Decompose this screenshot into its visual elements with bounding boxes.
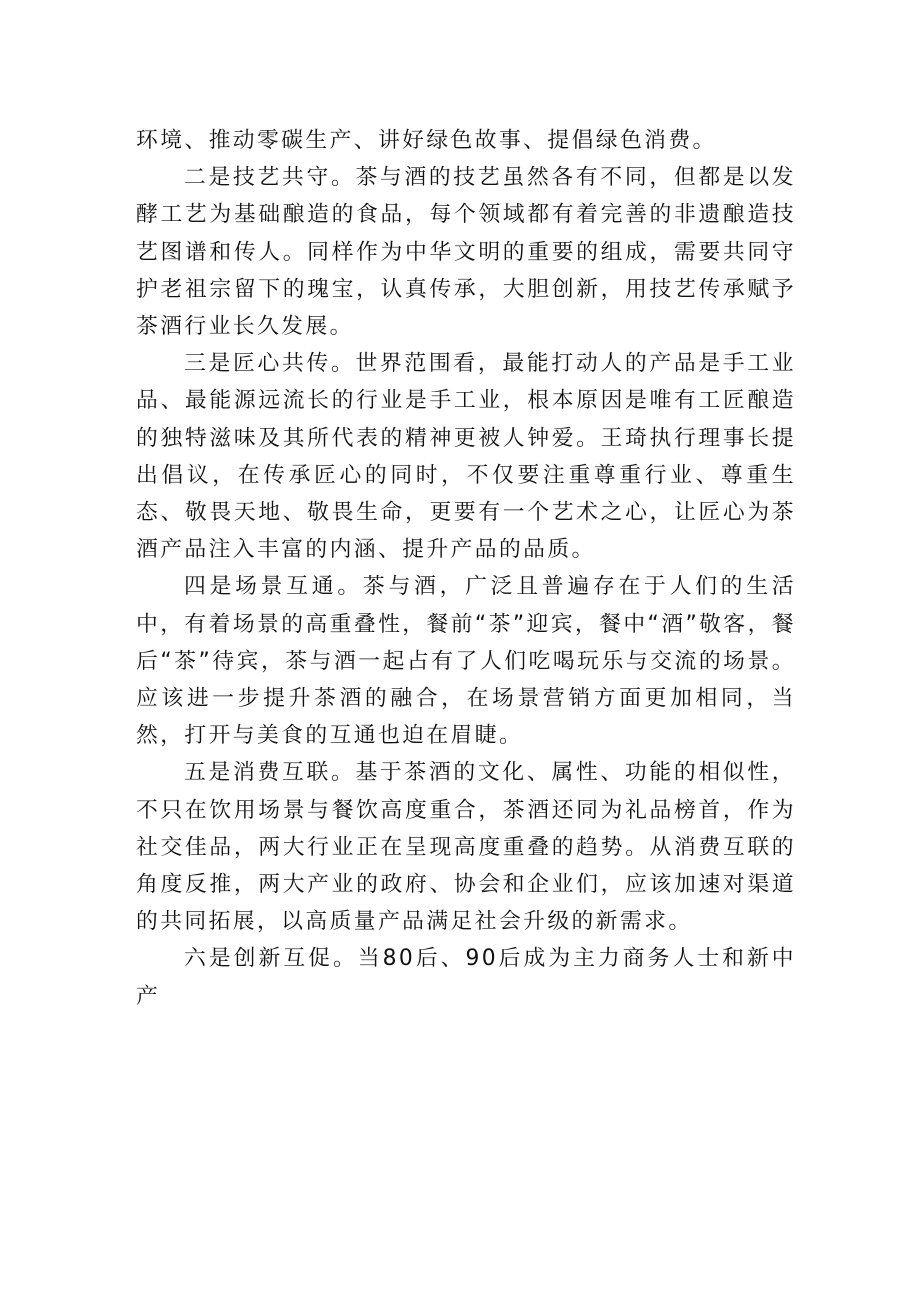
paragraph-4: 四是场景互通。茶与酒，广泛且普遍存在于人们的生活中，有着场景的高重叠性，餐前“茶”迎宾，餐中“酒”敬客，餐后“茶”待宾，茶与酒一起占有了人们吃喝玩乐与交流的场景。应该进一步提升茶酒的融合，在场景营销方面更加相同，当然，打开与美食的互通也迫在眉睫。 (136, 574, 796, 749)
document-body (136, 122, 796, 1015)
paragraph-2: 二是技艺共守。茶与酒的技艺虽然各有不同，但都是以发酵工艺为基础酿造的食品，每个领域都有着完善的非遗酿造技艺图谱和传人。同样作为中华文明的重要的组成，需要共同守护老祖宗留下的瑰宝，认真传承，大胆创新，用技艺传承赋予茶酒行业长久发展。 (136, 165, 796, 340)
paragraph-1: 环境、推动零碳生产、讲好绿色故事、提倡绿色消费。 (136, 128, 717, 153)
paragraph-6: 六是创新互促。当80后、90后成为主力商务人士和新中产 (136, 946, 796, 1009)
paragraph-5: 五是消费互联。基于茶酒的文化、属性、功能的相似性，不只在饮用场景与餐饮高度重合，茶酒还同为礼品榜首，作为社交佳品，两大行业正在呈现高度重叠的趋势。从消费互联的角度反推，两大产业的政府、协会和企业们，应该加速对渠道的共同拓展，以高质量产品满足社会升级的新需求。 (136, 760, 796, 935)
paragraph-3: 三是匠心共传。世界范围看，最能打动人的产品是手工业品、最能源远流长的行业是手工业，根本原因是唯有工匠酿造的独特滋味及其所代表的精神更被人钟爱。王琦执行理事长提出倡议，在传承匠心的同时，不仅要注重尊重行业、尊重生态、敬畏天地、敬畏生命，更要有一个艺术之心，让匠心为茶酒产品注入丰富的内涵、提升产品的品质。 (136, 351, 796, 563)
